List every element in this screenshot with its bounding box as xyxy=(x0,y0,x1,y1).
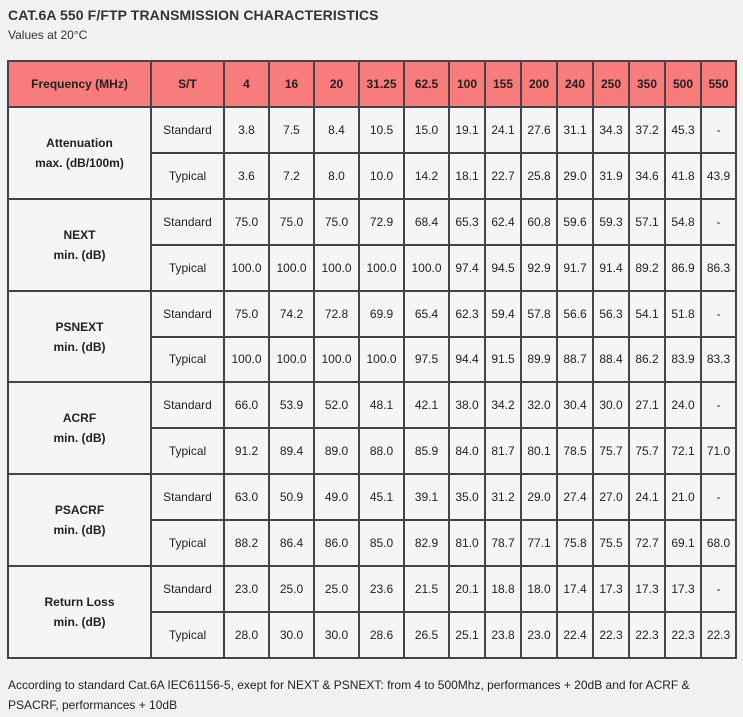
row-type-label: Typical xyxy=(151,153,224,199)
value-cell: 75.0 xyxy=(314,199,359,245)
value-cell: 28.0 xyxy=(224,612,269,658)
value-cell: 94.5 xyxy=(485,245,521,291)
value-cell: 86.9 xyxy=(665,245,701,291)
row-type-label: Typical xyxy=(151,612,224,658)
value-cell: 19.1 xyxy=(449,107,485,153)
value-cell: 34.2 xyxy=(485,382,521,428)
parameter-name: PSNEXT xyxy=(55,319,104,334)
value-cell: 27.0 xyxy=(593,474,629,520)
parameter-unit: min. (dB) xyxy=(53,523,106,538)
value-cell: 25.1 xyxy=(449,612,485,658)
header-freq: 31.25 xyxy=(359,61,404,107)
parameter-label xyxy=(8,566,151,658)
value-cell: 59.6 xyxy=(557,199,593,245)
value-cell: 100.0 xyxy=(269,245,314,291)
value-cell: 17.3 xyxy=(629,566,665,612)
header-freq: 500 xyxy=(665,61,701,107)
parameter-unit: min. (dB) xyxy=(53,615,106,630)
value-cell: 53.9 xyxy=(269,382,314,428)
value-cell: 92.9 xyxy=(521,245,557,291)
value-cell: 86.2 xyxy=(629,337,665,383)
value-cell: 91.4 xyxy=(593,245,629,291)
value-cell: 65.3 xyxy=(449,199,485,245)
parameter-label xyxy=(8,291,151,383)
value-cell: 34.3 xyxy=(593,107,629,153)
value-cell: 25.0 xyxy=(314,566,359,612)
value-cell: 72.9 xyxy=(359,199,404,245)
value-cell: 22.3 xyxy=(593,612,629,658)
value-cell: 27.1 xyxy=(629,382,665,428)
value-cell: 23.0 xyxy=(224,566,269,612)
table-body xyxy=(8,107,736,658)
value-cell: 85.0 xyxy=(359,520,404,566)
parameter-name: Attenuation xyxy=(46,135,113,150)
value-cell: 17.3 xyxy=(665,566,701,612)
table-row xyxy=(8,199,736,245)
value-cell: 75.8 xyxy=(557,520,593,566)
value-cell: 88.7 xyxy=(557,337,593,383)
table-row xyxy=(8,566,736,612)
value-cell: 15.0 xyxy=(404,107,449,153)
value-cell: 45.1 xyxy=(359,474,404,520)
value-cell: 20.1 xyxy=(449,566,485,612)
value-cell: 29.0 xyxy=(521,474,557,520)
value-cell: 30.0 xyxy=(314,612,359,658)
value-cell: 26.5 xyxy=(404,612,449,658)
value-cell: 21.0 xyxy=(665,474,701,520)
value-cell: 54.8 xyxy=(665,199,701,245)
value-cell: 8.0 xyxy=(314,153,359,199)
parameter-unit: min. (dB) xyxy=(53,247,106,262)
value-cell: 82.9 xyxy=(404,520,449,566)
value-cell: 23.6 xyxy=(359,566,404,612)
value-cell: 69.1 xyxy=(665,520,701,566)
value-cell: 75.7 xyxy=(593,428,629,474)
value-cell: 89.4 xyxy=(269,428,314,474)
value-cell: 86.0 xyxy=(314,520,359,566)
value-cell: 75.0 xyxy=(269,199,314,245)
value-cell: 86.4 xyxy=(269,520,314,566)
value-cell: 78.7 xyxy=(485,520,521,566)
header-st: S/T xyxy=(151,61,224,107)
value-cell: 65.4 xyxy=(404,291,449,337)
value-cell: 91.7 xyxy=(557,245,593,291)
value-cell: 100.0 xyxy=(314,245,359,291)
table-row xyxy=(8,291,736,337)
row-type-label: Standard xyxy=(151,199,224,245)
value-cell: 100.0 xyxy=(359,245,404,291)
parameter-name: NEXT xyxy=(63,227,96,242)
value-cell: 88.2 xyxy=(224,520,269,566)
table-row xyxy=(8,474,736,520)
value-cell: 91.2 xyxy=(224,428,269,474)
header-freq: 250 xyxy=(593,61,629,107)
row-type-label: Typical xyxy=(151,520,224,566)
value-cell: 3.6 xyxy=(224,153,269,199)
value-cell: 72.8 xyxy=(314,291,359,337)
value-cell: 50.9 xyxy=(269,474,314,520)
value-cell: 66.0 xyxy=(224,382,269,428)
value-cell: 45.3 xyxy=(665,107,701,153)
value-cell: 75.7 xyxy=(629,428,665,474)
value-cell: 100.0 xyxy=(359,337,404,383)
value-cell: 31.1 xyxy=(557,107,593,153)
value-cell: 38.0 xyxy=(449,382,485,428)
header-freq: 240 xyxy=(557,61,593,107)
value-cell: 29.0 xyxy=(557,153,593,199)
header-freq: 20 xyxy=(314,61,359,107)
value-cell: 69.9 xyxy=(359,291,404,337)
parameter-label xyxy=(8,107,151,199)
table-row xyxy=(8,382,736,428)
value-cell: 88.0 xyxy=(359,428,404,474)
value-cell: 75.5 xyxy=(593,520,629,566)
parameter-unit: min. (dB) xyxy=(53,431,106,446)
parameter-label xyxy=(8,474,151,566)
value-cell: 31.9 xyxy=(593,153,629,199)
value-cell: 88.4 xyxy=(593,337,629,383)
value-cell: 57.1 xyxy=(629,199,665,245)
row-type-label: Typical xyxy=(151,337,224,383)
value-cell: 86.3 xyxy=(701,245,736,291)
value-cell: 31.2 xyxy=(485,474,521,520)
value-cell: - xyxy=(701,199,736,245)
value-cell: 81.0 xyxy=(449,520,485,566)
value-cell: 43.9 xyxy=(701,153,736,199)
value-cell: - xyxy=(701,474,736,520)
value-cell: 59.4 xyxy=(485,291,521,337)
value-cell: 68.4 xyxy=(404,199,449,245)
value-cell: 22.3 xyxy=(629,612,665,658)
value-cell: 21.5 xyxy=(404,566,449,612)
value-cell: 39.1 xyxy=(404,474,449,520)
page-title: CAT.6A 550 F/FTP TRANSMISSION CHARACTERISTICS xyxy=(8,7,379,23)
value-cell: 72.7 xyxy=(629,520,665,566)
value-cell: 89.2 xyxy=(629,245,665,291)
value-cell: 34.6 xyxy=(629,153,665,199)
value-cell: 3.8 xyxy=(224,107,269,153)
header-freq: 62.5 xyxy=(404,61,449,107)
value-cell: 59.3 xyxy=(593,199,629,245)
value-cell: 83.3 xyxy=(701,337,736,383)
header-freq: 550 xyxy=(701,61,736,107)
value-cell: 23.0 xyxy=(521,612,557,658)
value-cell: - xyxy=(701,566,736,612)
value-cell: 23.8 xyxy=(485,612,521,658)
value-cell: 80.1 xyxy=(521,428,557,474)
value-cell: 89.9 xyxy=(521,337,557,383)
value-cell: 24.0 xyxy=(665,382,701,428)
value-cell: 10.0 xyxy=(359,153,404,199)
value-cell: 62.4 xyxy=(485,199,521,245)
value-cell: 100.0 xyxy=(314,337,359,383)
transmission-table xyxy=(7,60,737,659)
row-type-label: Standard xyxy=(151,474,224,520)
value-cell: 56.6 xyxy=(557,291,593,337)
value-cell: 14.2 xyxy=(404,153,449,199)
value-cell: 22.4 xyxy=(557,612,593,658)
value-cell: 48.1 xyxy=(359,382,404,428)
value-cell: 28.6 xyxy=(359,612,404,658)
value-cell: 97.5 xyxy=(404,337,449,383)
value-cell: 74.2 xyxy=(269,291,314,337)
value-cell: 25.0 xyxy=(269,566,314,612)
header-freq: 100 xyxy=(449,61,485,107)
value-cell: 27.4 xyxy=(557,474,593,520)
value-cell: 100.0 xyxy=(404,245,449,291)
header-freq: 4 xyxy=(224,61,269,107)
header-freq: 16 xyxy=(269,61,314,107)
value-cell: 42.1 xyxy=(404,382,449,428)
value-cell: 18.0 xyxy=(521,566,557,612)
row-type-label: Standard xyxy=(151,566,224,612)
value-cell: 57.8 xyxy=(521,291,557,337)
value-cell: 24.1 xyxy=(629,474,665,520)
footnote: According to standard Cat.6A IEC61156-5, exept for NEXT & PSNEXT: from 4 to 500Mhz, performances + 20dB and for ACRF & PSACRF, performances + 10dB xyxy=(8,678,690,712)
header-frequency: Frequency (MHz) xyxy=(8,61,151,107)
value-cell: 30.4 xyxy=(557,382,593,428)
value-cell: 37.2 xyxy=(629,107,665,153)
value-cell: 24.1 xyxy=(485,107,521,153)
value-cell: 72.1 xyxy=(665,428,701,474)
value-cell: 30.0 xyxy=(269,612,314,658)
value-cell: 49.0 xyxy=(314,474,359,520)
value-cell: 18.1 xyxy=(449,153,485,199)
row-type-label: Typical xyxy=(151,428,224,474)
value-cell: 35.0 xyxy=(449,474,485,520)
value-cell: 32.0 xyxy=(521,382,557,428)
value-cell: 41.8 xyxy=(665,153,701,199)
value-cell: 60.8 xyxy=(521,199,557,245)
value-cell: 89.0 xyxy=(314,428,359,474)
value-cell: 22.3 xyxy=(701,612,736,658)
value-cell: 8.4 xyxy=(314,107,359,153)
value-cell: 100.0 xyxy=(224,337,269,383)
value-cell: 71.0 xyxy=(701,428,736,474)
value-cell: 97.4 xyxy=(449,245,485,291)
value-cell: 51.8 xyxy=(665,291,701,337)
parameter-name: PSACRF xyxy=(54,503,105,518)
value-cell: 100.0 xyxy=(269,337,314,383)
value-cell: - xyxy=(701,382,736,428)
value-cell: 100.0 xyxy=(224,245,269,291)
value-cell: 22.3 xyxy=(665,612,701,658)
value-cell: 18.8 xyxy=(485,566,521,612)
parameter-label xyxy=(8,199,151,291)
row-type-label: Standard xyxy=(151,107,224,153)
value-cell: 10.5 xyxy=(359,107,404,153)
value-cell: 84.0 xyxy=(449,428,485,474)
value-cell: 77.1 xyxy=(521,520,557,566)
value-cell: 30.0 xyxy=(593,382,629,428)
parameter-name: Return Loss xyxy=(44,595,115,610)
value-cell: 7.2 xyxy=(269,153,314,199)
parameter-unit: min. (dB) xyxy=(53,339,106,354)
page-subtitle: Values at 20°C xyxy=(8,28,88,42)
value-cell: 83.9 xyxy=(665,337,701,383)
header-freq: 200 xyxy=(521,61,557,107)
row-type-label: Standard xyxy=(151,291,224,337)
value-cell: 85.9 xyxy=(404,428,449,474)
value-cell: 94.4 xyxy=(449,337,485,383)
value-cell: 22.7 xyxy=(485,153,521,199)
value-cell: 54.1 xyxy=(629,291,665,337)
row-type-label: Typical xyxy=(151,245,224,291)
parameter-label xyxy=(8,382,151,474)
value-cell: 63.0 xyxy=(224,474,269,520)
value-cell: 75.0 xyxy=(224,291,269,337)
value-cell: 78.5 xyxy=(557,428,593,474)
value-cell: 68.0 xyxy=(701,520,736,566)
row-type-label: Standard xyxy=(151,382,224,428)
header-row xyxy=(8,61,736,107)
value-cell: 7.5 xyxy=(269,107,314,153)
header-freq: 155 xyxy=(485,61,521,107)
header-freq: 350 xyxy=(629,61,665,107)
parameter-unit: max. (dB/100m) xyxy=(35,155,124,170)
table-row xyxy=(8,107,736,153)
value-cell: 52.0 xyxy=(314,382,359,428)
parameter-name: ACRF xyxy=(62,411,97,426)
value-cell: 91.5 xyxy=(485,337,521,383)
value-cell: 17.3 xyxy=(593,566,629,612)
value-cell: 25.8 xyxy=(521,153,557,199)
value-cell: 75.0 xyxy=(224,199,269,245)
value-cell: 62.3 xyxy=(449,291,485,337)
value-cell: 17.4 xyxy=(557,566,593,612)
value-cell: 56.3 xyxy=(593,291,629,337)
value-cell: - xyxy=(701,107,736,153)
value-cell: 27.6 xyxy=(521,107,557,153)
value-cell: 81.7 xyxy=(485,428,521,474)
value-cell: - xyxy=(701,291,736,337)
